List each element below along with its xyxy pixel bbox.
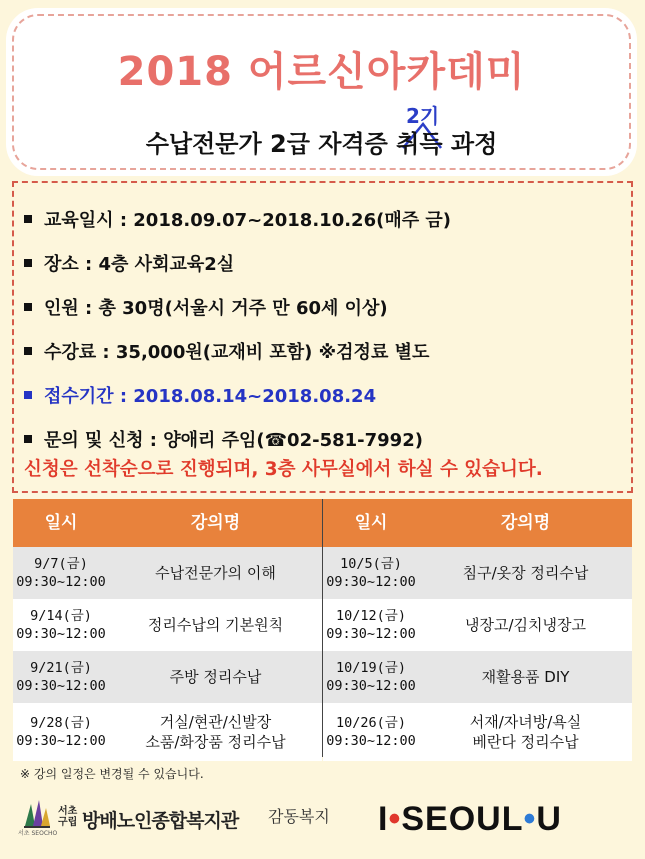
info-item-text: 문의 및 신청 : 양애리 주임(☎02-581-7992) <box>44 430 423 451</box>
table-row <box>323 599 632 651</box>
lecture-date <box>13 607 109 643</box>
schedule-table <box>13 499 632 757</box>
lecture-name <box>109 712 322 752</box>
info-item-text: 장소 : 4층 사회교육2실 <box>44 254 235 275</box>
table-row <box>13 599 322 651</box>
lecture-name-line: 수납전문가의 이해 <box>155 564 276 582</box>
lecture-name-line: 주방 정리수납 <box>169 668 262 686</box>
info-item-text: 인원 : 총 30명(서울시 거주 만 60세 이상) <box>44 298 388 319</box>
logo-blue-dot: • <box>523 800 537 838</box>
seocho-district-logo-icon <box>22 798 52 830</box>
lecture-name-line: 베란다 정리수납 <box>472 733 579 751</box>
schedule-header <box>13 499 322 547</box>
lecture-day: 10/19(금) <box>336 660 406 676</box>
title-card <box>12 14 631 170</box>
lecture-name-line: 거실/현관/신발장 <box>159 713 272 731</box>
bullet-icon <box>24 347 32 355</box>
schedule-header <box>323 499 632 547</box>
lecture-date <box>323 659 419 695</box>
lecture-name <box>109 667 322 687</box>
logo-u: U <box>536 800 562 838</box>
lecture-name <box>109 563 322 583</box>
lecture-name <box>419 563 632 583</box>
schedule-left-column <box>13 499 322 757</box>
lecture-name <box>419 712 632 752</box>
organization-slogan: 감동복지 <box>268 807 330 826</box>
poster-title: 2018 어르신아카데미 <box>117 49 526 95</box>
info-item <box>24 241 451 285</box>
logo-seoul: SEOUL <box>401 800 524 838</box>
lecture-date <box>13 714 109 750</box>
info-box <box>12 181 633 493</box>
lecture-time: 09:30~12:00 <box>326 626 416 642</box>
logo-i: I <box>378 800 389 838</box>
lecture-name <box>109 615 322 635</box>
table-row <box>323 547 632 599</box>
header-lecture: 강의명 <box>190 513 241 533</box>
lecture-name-line: 재활용품 DIY <box>481 668 570 686</box>
lecture-day: 9/7(금) <box>34 556 88 572</box>
lecture-name <box>419 615 632 635</box>
footer <box>0 790 645 859</box>
lecture-time: 09:30~12:00 <box>326 574 416 590</box>
logo-red-dot: • <box>388 800 402 838</box>
info-item <box>24 197 451 241</box>
lecture-time: 09:30~12:00 <box>16 678 106 694</box>
table-row <box>13 703 322 761</box>
poster-subtitle: 수납전문가 2급 자격증 취득 과정 <box>145 130 498 158</box>
schedule-right-column <box>323 499 632 757</box>
lecture-name-line: 서재/자녀방/욕실 <box>469 713 582 731</box>
cohort-handnote: 2기 <box>406 104 440 128</box>
lecture-name-line: 침구/옷장 정리수납 <box>462 564 589 582</box>
bullet-icon <box>24 215 32 223</box>
schedule-footnote: ※ 강의 일정은 변경될 수 있습니다. <box>20 767 204 781</box>
header-lecture: 강의명 <box>500 513 551 533</box>
lecture-name-line: 냉장고/김치냉장고 <box>465 616 586 634</box>
lecture-time: 09:30~12:00 <box>16 733 106 749</box>
lecture-name-line: 소품/화장품 정리수납 <box>145 733 286 751</box>
bullet-icon <box>24 391 32 399</box>
org-tag-line2: 구립 <box>58 817 78 828</box>
lecture-time: 09:30~12:00 <box>326 678 416 694</box>
lecture-day: 9/21(금) <box>30 660 92 676</box>
organization-name: 방배노인종합복지관 <box>82 810 239 832</box>
lecture-name <box>419 667 632 687</box>
info-item <box>24 285 451 329</box>
lecture-day: 10/5(금) <box>340 556 402 572</box>
table-row <box>323 651 632 703</box>
info-item-text: 접수기간 : 2018.08.14~2018.08.24 <box>44 386 377 407</box>
lecture-date <box>323 714 419 750</box>
lecture-day: 10/12(금) <box>336 608 406 624</box>
lecture-day: 9/28(금) <box>30 715 92 731</box>
header-date: 일시 <box>44 513 78 533</box>
table-row <box>13 547 322 599</box>
lecture-name-line: 정리수납의 기본원칙 <box>147 616 284 634</box>
lecture-day: 9/14(금) <box>30 608 92 624</box>
info-list <box>24 197 451 461</box>
lecture-time: 09:30~12:00 <box>326 733 416 749</box>
info-item <box>24 329 451 373</box>
bullet-icon <box>24 303 32 311</box>
lecture-time: 09:30~12:00 <box>16 626 106 642</box>
district-label: 서초 SEOCHO <box>18 830 58 837</box>
table-row <box>323 703 632 761</box>
bullet-icon <box>24 259 32 267</box>
lecture-date <box>13 659 109 695</box>
lecture-date <box>323 555 419 591</box>
header-date: 일시 <box>354 513 388 533</box>
info-item-text: 수강료 : 35,000원(교재비 포함) ※검정료 별도 <box>44 342 430 363</box>
info-item <box>24 373 451 417</box>
org-tag-line1: 서초 <box>58 806 78 817</box>
i-seoul-u-logo <box>378 800 562 839</box>
org-type-tag <box>58 806 77 828</box>
info-item-text: 교육일시 : 2018.09.07~2018.10.26(매주 금) <box>44 210 451 231</box>
bullet-icon <box>24 435 32 443</box>
lecture-date <box>323 607 419 643</box>
lecture-date <box>13 555 109 591</box>
lecture-time: 09:30~12:00 <box>16 574 106 590</box>
table-row <box>13 651 322 703</box>
application-notice: 신청은 선착순으로 진행되며, 3층 사무실에서 하실 수 있습니다. <box>24 459 543 480</box>
lecture-day: 10/26(금) <box>336 715 406 731</box>
